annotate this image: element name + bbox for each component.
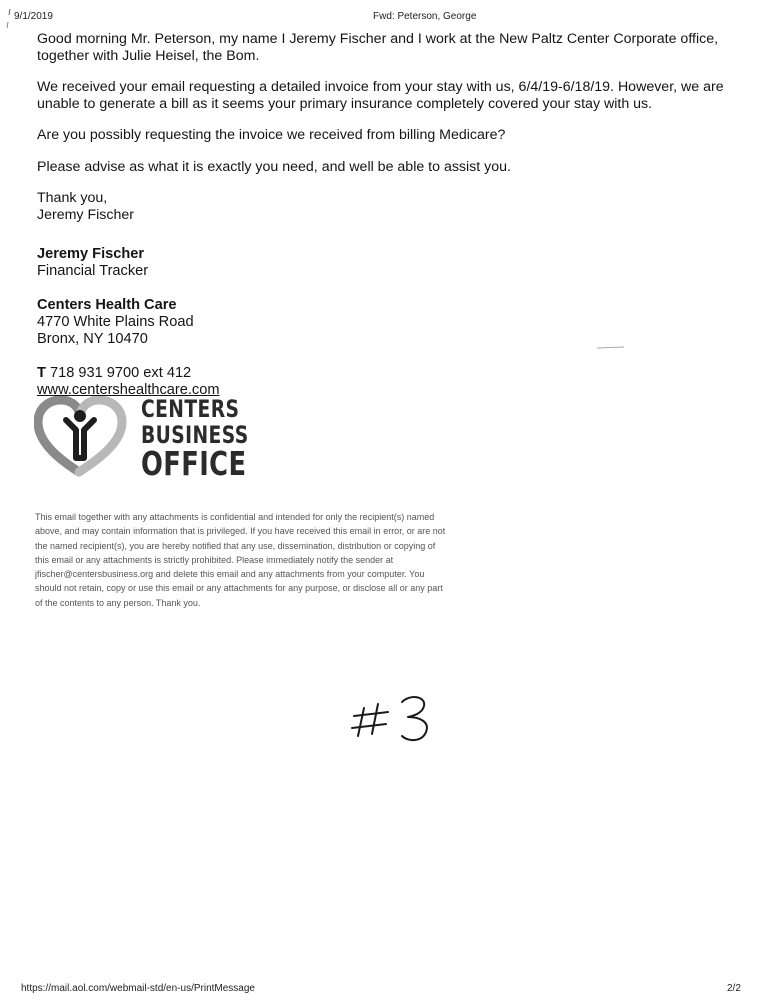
confidentiality-disclaimer: This email together with any attachments is confidential and intended for only the recipient(s) named above, and may contain information that is privileged. If you have received this email in error, or are not the named recipient(s), you are hereby notified that any use, dissemination, distribution or copying of this email or any attachments is strictly prohibited. Please immediately notify the sender at jfischer@centersbusiness.org and delete this email and any attachments from your computer. You should not retain, copy or use this email or any attachments for any purpose, or disclose all or any part of the contents to any person. Thank you. [35, 512, 446, 608]
signature-block [37, 246, 737, 399]
footer-url: https://mail.aol.com/webmail-std/en-us/PrintMessage [21, 983, 255, 994]
email-body [37, 31, 737, 399]
body-paragraph-4: Please advise as what it is exactly you need, and well be able to assist you. [37, 158, 511, 175]
body-paragraph-2: We received your email requesting a detailed invoice from your stay with us, 6/4/19-6/18/19. However, we are unable to generate a bill as it seems your primary insurance completely covered your stay with us. [37, 79, 724, 112]
signature-address-1: 4770 White Plains Road [37, 314, 194, 330]
signature-company: Centers Health Care [37, 297, 177, 313]
logo-text [141, 395, 249, 483]
closing-line: Thank you, [37, 190, 108, 206]
scan-artifact [4, 6, 14, 32]
signature-role: Financial Tracker [37, 263, 149, 279]
handwritten-number-mark [350, 690, 440, 750]
company-logo [34, 395, 249, 483]
signature-address-2: Bronx, NY 10470 [37, 331, 148, 347]
signature-phone [37, 365, 737, 382]
logo-line-1: CENTERS [141, 395, 240, 423]
phone-label: T [37, 365, 46, 381]
email-subject: Fwd: Peterson, George [373, 11, 477, 22]
phone-number: 718 931 9700 ext 412 [45, 365, 192, 381]
closing [37, 190, 737, 223]
body-paragraph-1: Good morning Mr. Peterson, my name I Jeremy Fischer and I work at the New Paltz Center Corporate office, together with Julie Heisel, the Bom. [37, 31, 719, 64]
body-paragraph-3: Are you possibly requesting the invoice we received from billing Medicare? [37, 127, 506, 143]
heart-person-icon [34, 396, 134, 478]
scan-artifact [596, 344, 626, 352]
print-date: 9/1/2019 [14, 11, 53, 22]
page-number: 2/2 [727, 983, 741, 994]
website-link[interactable]: www.centershealthcare.com [37, 382, 220, 398]
closing-name: Jeremy Fischer [37, 206, 134, 223]
logo-line-3: OFFICE [141, 444, 247, 483]
logo-line-2: BUSINESS [141, 421, 249, 449]
signature-name: Jeremy Fischer [37, 246, 145, 262]
